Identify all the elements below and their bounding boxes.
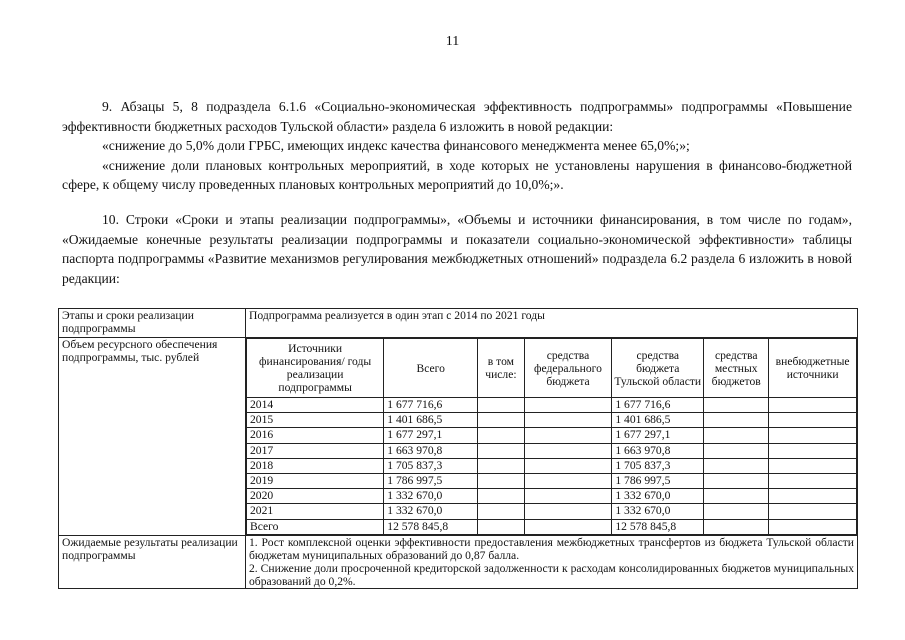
empty-cell bbox=[478, 398, 524, 413]
extra-cell bbox=[769, 413, 857, 428]
regional-cell: 1 705 837,3 bbox=[612, 458, 704, 473]
regional-cell: 1 677 297,1 bbox=[612, 428, 704, 443]
header-federal: средства федерального бюджета bbox=[524, 339, 612, 398]
empty-cell bbox=[478, 443, 524, 458]
header-total: Всего bbox=[384, 339, 478, 398]
regional-cell: 1 677 716,6 bbox=[612, 398, 704, 413]
municipal-cell bbox=[704, 458, 769, 473]
table-row bbox=[247, 473, 857, 488]
empty-cell bbox=[478, 428, 524, 443]
table-row bbox=[247, 443, 857, 458]
header-regional: средства бюджета Тульской области bbox=[612, 339, 704, 398]
municipal-cell bbox=[704, 504, 769, 519]
stages-row bbox=[59, 309, 858, 338]
municipal-cell bbox=[704, 473, 769, 488]
header-including: в том числе: bbox=[478, 339, 524, 398]
municipal-cell bbox=[704, 428, 769, 443]
total-cell: 1 786 997,5 bbox=[384, 473, 478, 488]
header-source: Источники финансирования/ годы реализации подпрограммы bbox=[247, 339, 384, 398]
year-cell: 2020 bbox=[247, 489, 384, 504]
municipal-cell bbox=[704, 413, 769, 428]
regional-cell: 1 786 997,5 bbox=[612, 473, 704, 488]
municipal-cell bbox=[704, 443, 769, 458]
regional-cell: 1 401 686,5 bbox=[612, 413, 704, 428]
empty-cell bbox=[478, 458, 524, 473]
stages-value: Подпрограмма реализуется в один этап с 2014 по 2021 годы bbox=[246, 309, 858, 338]
municipal-cell bbox=[704, 519, 769, 534]
paragraph-10 bbox=[62, 210, 852, 288]
regional-cell: 1 332 670,0 bbox=[612, 489, 704, 504]
funding-label: Объем ресурсного обеспечения подпрограммы, тыс. рублей bbox=[59, 338, 246, 536]
extra-cell bbox=[769, 458, 857, 473]
header-extra: внебюджетные источники bbox=[769, 339, 857, 398]
total-cell: 12 578 845,8 bbox=[384, 519, 478, 534]
year-cell: Всего bbox=[247, 519, 384, 534]
paragraph-9-line: 9. Абзацы 5, 8 подраздела 6.1.6 «Социально-экономическая эффективность подпрограммы» подпрограммы «Повышение эффективности бюджетных расходов Тульской области» раздела 6 изложить в новой редакции: bbox=[62, 99, 852, 134]
table-row bbox=[247, 504, 857, 519]
regional-cell: 1 663 970,8 bbox=[612, 443, 704, 458]
paragraph-9-line: «снижение до 5,0% доли ГРБС, имеющих индекс качества финансового менеджмента менее 65,0%;»; bbox=[102, 138, 690, 153]
year-cell: 2015 bbox=[247, 413, 384, 428]
table-row bbox=[247, 489, 857, 504]
federal-cell bbox=[524, 504, 612, 519]
regional-cell: 12 578 845,8 bbox=[612, 519, 704, 534]
table-row bbox=[247, 458, 857, 473]
funding-row bbox=[59, 338, 858, 536]
table-row bbox=[247, 413, 857, 428]
passport-table bbox=[58, 308, 858, 589]
federal-cell bbox=[524, 519, 612, 534]
federal-cell bbox=[524, 458, 612, 473]
result-item: 1. Рост комплексной оценки эффективности предоставления межбюджетных трансфертов из бюджета Тульской области бюджетам муниципальных образований до 0,87 балла. bbox=[249, 535, 854, 562]
year-cell: 2016 bbox=[247, 428, 384, 443]
extra-cell bbox=[769, 443, 857, 458]
total-cell: 1 677 716,6 bbox=[384, 398, 478, 413]
header-municipal: средства местных бюджетов bbox=[704, 339, 769, 398]
municipal-cell bbox=[704, 398, 769, 413]
year-cell: 2021 bbox=[247, 504, 384, 519]
funding-table-cell bbox=[246, 338, 858, 536]
paragraph-9-line: «снижение доли плановых контрольных мероприятий, в ходе которых не установлены нарушения в финансово-бюджетной сфере, к общему числу проведенных плановых контрольных мероприятий до 10,0%;». bbox=[62, 157, 852, 192]
results-row bbox=[59, 535, 858, 588]
results-value bbox=[246, 535, 858, 588]
table-row bbox=[247, 398, 857, 413]
total-cell: 1 663 970,8 bbox=[384, 443, 478, 458]
funding-table bbox=[246, 338, 857, 535]
federal-cell bbox=[524, 398, 612, 413]
stages-label: Этапы и сроки реализации подпрограммы bbox=[59, 309, 246, 338]
extra-cell bbox=[769, 473, 857, 488]
federal-cell bbox=[524, 428, 612, 443]
total-cell: 1 677 297,1 bbox=[384, 428, 478, 443]
municipal-cell bbox=[704, 489, 769, 504]
year-cell: 2018 bbox=[247, 458, 384, 473]
extra-cell bbox=[769, 428, 857, 443]
page-number: 11 bbox=[445, 34, 460, 49]
empty-cell bbox=[478, 489, 524, 504]
extra-cell bbox=[769, 398, 857, 413]
total-cell: 1 332 670,0 bbox=[384, 489, 478, 504]
total-cell: 1 401 686,5 bbox=[384, 413, 478, 428]
federal-cell bbox=[524, 489, 612, 504]
empty-cell bbox=[478, 519, 524, 534]
federal-cell bbox=[524, 443, 612, 458]
federal-cell bbox=[524, 413, 612, 428]
federal-cell bbox=[524, 473, 612, 488]
empty-cell bbox=[478, 473, 524, 488]
empty-cell bbox=[478, 413, 524, 428]
results-label: Ожидаемые результаты реализации подпрограммы bbox=[59, 535, 246, 588]
empty-cell bbox=[478, 504, 524, 519]
extra-cell bbox=[769, 489, 857, 504]
total-cell: 1 332 670,0 bbox=[384, 504, 478, 519]
paragraph-10-text: 10. Строки «Сроки и этапы реализации подпрограммы», «Объемы и источники финансирования, в том числе по годам», «Ожидаемые конечные результаты реализации подпрограммы и показатели социально-экономической эффективности» таблицы паспорта подпрограммы «Развитие механизмов регулирования межбюджетных отношений» подраздела 6.2 раздела 6 изложить в новой редакции: bbox=[62, 212, 852, 286]
year-cell: 2014 bbox=[247, 398, 384, 413]
funding-header-row bbox=[247, 339, 857, 398]
year-cell: 2019 bbox=[247, 473, 384, 488]
year-cell: 2017 bbox=[247, 443, 384, 458]
total-cell: 1 705 837,3 bbox=[384, 458, 478, 473]
extra-cell bbox=[769, 504, 857, 519]
regional-cell: 1 332 670,0 bbox=[612, 504, 704, 519]
result-item: 2. Снижение доли просроченной кредиторской задолженности к расходам консолидированных бюджетов муниципальных образований до 0,2%. bbox=[249, 561, 854, 588]
table-row bbox=[247, 428, 857, 443]
paragraph-9 bbox=[62, 97, 852, 195]
extra-cell bbox=[769, 519, 857, 534]
table-row-total bbox=[247, 519, 857, 534]
